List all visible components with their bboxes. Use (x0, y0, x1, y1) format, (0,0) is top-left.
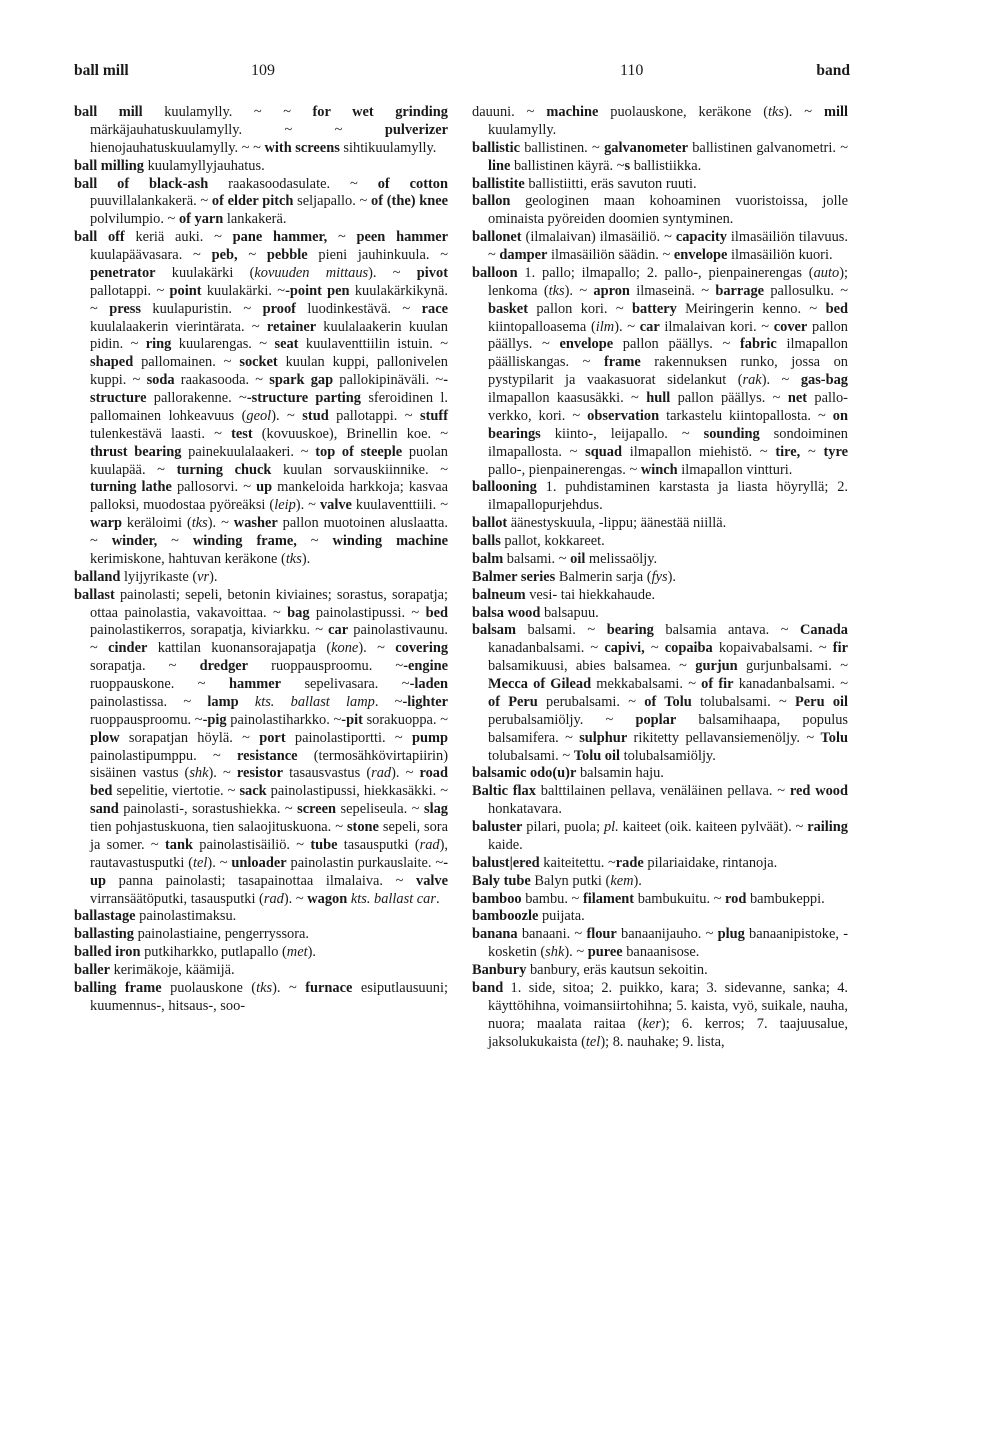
dictionary-entry: ballastage painolastimaksu. (74, 908, 237, 925)
dictionary-entry: balling frame puolauskone (tks). ~ furnace esiputlausuuni; kuumennus-, hitsaus-, soo- (74, 979, 448, 1014)
dictionary-entry: baller kerimäkoje, käämijä. (74, 962, 235, 978)
dictionary-entry: ballasting painolastiaine, pengerryssora. (74, 926, 310, 943)
dictionary-entry: bamboozle puijata. (472, 908, 585, 925)
dictionary-entry: ball off keriä auki. ~ pane hammer, ~ peen hammer kuulapäävasara. ~ peb, ~ pebble pieni jauhinkuula. ~ penetrator kuulakärki (kovuuden mittaus). ~ pivot pallotappi. ~ point kuulakärki. ~-point pen kuulakärkikynä. ~ press kuulapuristin. ~ proof luodinkestävä. ~ race kuulalaakerin vierintärata. ~ retainer kuulalaakerin kuulan pidin. ~ ring kuularengas. ~ seat kuulaventtiilin istuin. ~ shaped pallomainen. ~ socket kuulan kuppi, pallonivelen kuppi. ~ soda raakasooda. ~ spark gap pallokipinäväli. ~-structure pallorakenne. ~-structure parting sferoidinen l. pallomainen lohkeavuus (geol). ~ stud pallotappi. ~ stuff tulenkestävä laasti. ~ test (kovuuskoe), Brinellin koe. ~ thrust bearing painekuulalaakeri. ~ top of steeple puolan kuulapää. ~ turning chuck kuulan sorvauskiinnike. ~ turning lathe pallosorvi. ~ up mankeloida harkkoja; kasvaa palloksi, muodostaa pyöreäksi (leip). ~ valve kuulaventtiili. ~ warp keräloimi (tks). ~ washer pallon muotoinen aluslaatta. ~ winder, ~ winding frame, ~ winding machine kerimiskone, hahtuvan keräkone (tks). (74, 229, 449, 567)
dictionary-entry: balm balsami. ~ oil melissaöljy. (472, 550, 658, 567)
left-column (74, 104, 448, 1016)
dictionary-entry: ballonet (ilmalaivan) ilmasäiliö. ~ capacity ilmasäiliön tilavuus. ~ damper ilmasäiliön säädin. ~ envelope ilmasäiliön kuori. (472, 229, 848, 263)
dictionary-entry: Baly tube Balyn putki (kem). (472, 872, 642, 889)
dictionary-entry: ballast painolasti; sepeli, betonin kiviaines; sorastus, sorapatja; ottaa painolastia, vakavoittaa. ~ bag painolastipussi. ~ bed painolastikerros, sorapatja, kiviarkku. ~ car painolastivaunu. ~ cinder kattilan kuonansorajapatja (kone). ~ covering sorapatja. ~ dredger ruoppausproomu. ~-engine ruoppauskone. ~ hammer sepelivasara. ~-laden painolastissa. ~ lamp kts. ballast lamp. ~-lighter ruoppausproomu. ~-pig painolastiharkko. ~-pit sorakuoppa. ~ plow sorapatjan höylä. ~ port painolastiportti. ~ pump painolastipumppu. ~ resistance (termosähkövirtapiirin) sisäinen vastus (shk). ~ resistor tasausvastus (rad). ~ road bed sepelitie, viertotie. ~ sack painolastipussi, hiekkasäkki. ~ sand painolasti-, sorastushiekka. ~ screen sepeliseula. ~ slag tien pohjastuskuona, tien salaojituskuona. ~ stone sepeli, sora ja somer. ~ tank painolastisäiliö. ~ tube tasausputki (rad), rautavastusputki (tel). ~ unloader painolastin purkauslaite. ~-up panna painolasti; tasapainottaa ilmalaiva. ~ valve virransäätöputki, tasausputki (rad). ~ wagon kts. ballast car. (74, 586, 449, 907)
dictionary-entry: ballistic ballistinen. ~ galvanometer ballistinen galvanometri. ~ line ballistinen käyrä. ~s ballistiikka. (472, 139, 848, 174)
dictionary-entry: bamboo bambu. ~ filament bambukuitu. ~ rod bambukeppi. (472, 890, 825, 907)
right-guide-word: band (816, 62, 850, 79)
dictionary-entry: ball of black-ash raakasoodasulate. ~ of cotton puuvillalankakerä. ~ of elder pitch seljapallo. ~ of (the) knee polvilumpio. ~ of yarn lankakerä. (74, 175, 449, 228)
dictionary-entry: dauuni. ~ machine puolauskone, keräkone (tks). ~ mill kuulamylly. (472, 104, 848, 138)
page-header (74, 62, 850, 86)
dictionary-entry: balled iron putkiharkko, putlapallo (met). (74, 944, 316, 961)
dictionary-entry: band 1. side, sitoa; 2. puikko, kara; 3. sidevanne, sanka; 4. käyttöhihna, voimansiirtohihna; 5. kaista, vyö, suikale, nauha, nuora; maalata raitaa (ker); 6. kerros; 7. taajuusalue, jaksolukukaista (tel); 8. nauhake; 9. lista, (472, 979, 848, 1050)
dictionary-entry: balust|ered kaiteitettu. ~rade pilariaidake, rintanoja. (472, 854, 778, 871)
left-page-number: 109 (251, 62, 275, 79)
dictionary-entry: balsam balsami. ~ bearing balsamia antava. ~ Canada kanadanbalsami. ~ capivi, ~ copaiba kopaivabalsami. ~ fir balsamikuusi, abies balsamea. ~ gurjun gurjunbalsami. ~ Mecca of Gilead mekkabalsami. ~ of fir kanadanbalsami. ~ of Peru perubalsami. ~ of Tolu tolubalsami. ~ Peru oil perubalsamiöljy. ~ poplar balsamihaapa, populus balsamifera. ~ sulphur rikitetty pellavansiemenöljy. ~ Tolu tolubalsami. ~ Tolu oil tolubalsamiöljy. (472, 622, 849, 764)
dictionary-entry: ballot äänestyskuula, -lippu; äänestää niillä. (472, 515, 727, 532)
dictionary-entry: balsa wood balsapuu. (472, 604, 599, 621)
dictionary-entry: Banbury banbury, eräs kautsun sekoitin. (472, 962, 708, 978)
right-column (472, 104, 848, 1051)
dictionary-entry: ballistite ballistiitti, eräs savuton ruuti. (472, 175, 697, 192)
dictionary-entry: balls pallot, kokkareet. (472, 533, 605, 549)
dictionary-entry: balneum vesi- tai hiekkahaude. (472, 586, 656, 603)
dictionary-entry: Balmer series Balmerin sarja (fys). (472, 568, 676, 585)
dictionary-entry: ball mill kuulamylly. ~ ~ for wet grinding märkäjauhatuskuulamylly. ~ ~ pulverizer hienojauhatuskuulamylly. ~ ~ with screens sihtikuulamylly. (74, 104, 448, 156)
dictionary-entry: balland lyijyrikaste (vr). (74, 568, 218, 585)
dictionary-entry: balsamic odo(u)r balsamin haju. (472, 765, 664, 782)
dictionary-entry: ballon geologinen maan kohoaminen vuoristoissa, jolle ominaista pyöreiden doomien syntyminen. (472, 193, 848, 228)
dictionary-entry: baluster pilari, puola; pl. kaiteet (oik. kaiteen pylväät). ~ railing kaide. (472, 819, 848, 853)
dictionary-entry: ballooning 1. puhdistaminen karstasta ja liasta höyryllä; 2. ilmapallopurjehdus. (472, 479, 848, 514)
dictionary-entry: Baltic flax balttilainen pellava, venäläinen pellava. ~ red wood honkatavara. (472, 783, 848, 818)
dictionary-entry: balloon 1. pallo; ilmapallo; 2. pallo-, pienpainerengas (auto); lenkoma (tks). ~ apron ilmaseinä. ~ barrage pallosulku. ~ basket pallon kori. ~ battery Meiringerin kenno. ~ bed kiintopalloasema (ilm). ~ car ilmalaivan kori. ~ cover pallon päällys. ~ envelope pallon päällys. ~ fabric ilmapallon päälliskangas. ~ frame rakennuksen runko, jossa on pystypilarit ja vaakasuorat sidelankut (rak). ~ gas-bag ilmapallon kaasusäkki. ~ hull pallon päällys. ~ net pallo-verkko, kori. ~ observation tarkastelu kiintopallosta. ~ on bearings kiinto-, leijapallo. ~ sounding sondoiminen ilmapallosta. ~ squad ilmapallon miehistö. ~ tire, ~ tyre pallo-, pienpainerengas. ~ winch ilmapallon vintturi. (472, 264, 849, 478)
dictionary-entry: banana banaani. ~ flour banaanijauho. ~ plug banaanipistoke, -kosketin (shk). ~ puree banaanisose. (472, 926, 848, 961)
left-guide-word: ball mill (74, 62, 129, 79)
right-page-number: 110 (620, 62, 644, 79)
dictionary-entry: ball milling kuulamyllyjauhatus. (74, 157, 265, 174)
